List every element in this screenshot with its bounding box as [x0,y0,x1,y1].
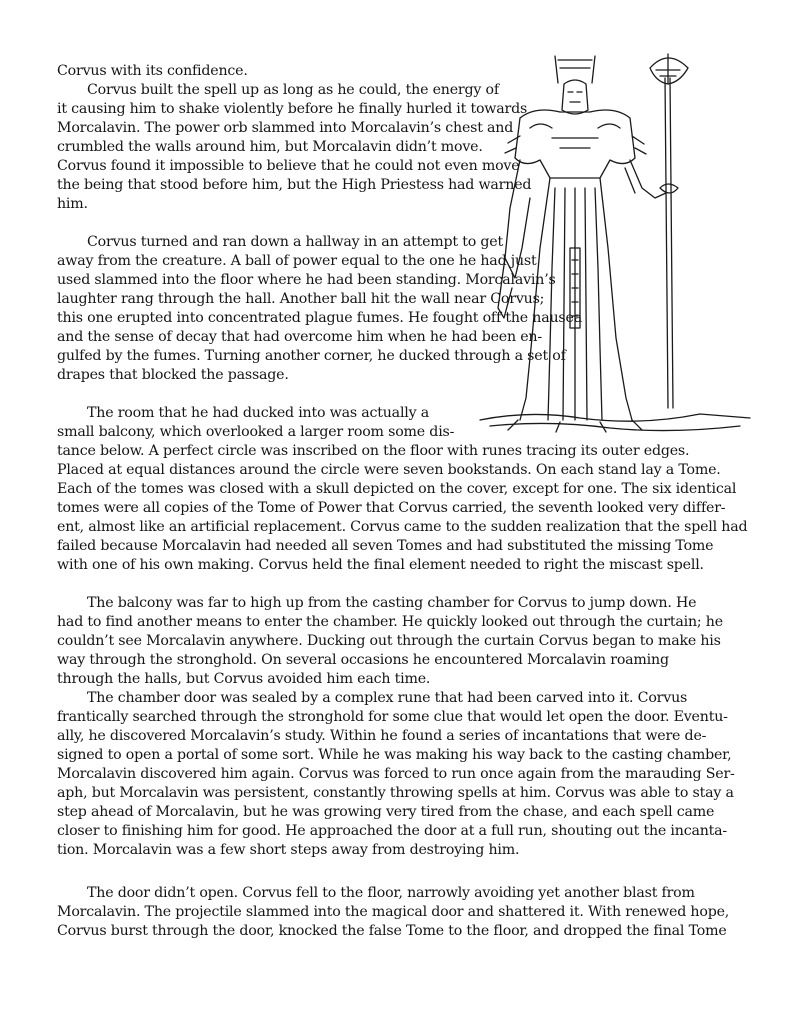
text-line: had to find another means to enter the chamber. He quickly looked out through the curtain; he [57,614,723,630]
text-line: the being that stood before him, but the High Priestess had warned [57,177,532,193]
text-line: failed because Morcalavin had needed all seven Tomes and had substituted the missing Tome [57,538,714,554]
text-line: laughter rang through the hall. Another ball hit the wall near Corvus; [57,291,545,307]
text-line: The door didn’t open. Corvus fell to the floor, narrowly avoiding yet another blast from [87,885,695,901]
text-line: The room that he had ducked into was actually a [87,405,430,421]
text-line: Corvus turned and ran down a hallway in an attempt to get [87,234,503,250]
text-line: Corvus burst through the door, knocked the false Tome to the floor, and dropped the final Tome [57,923,727,939]
text-line: Placed at equal distances around the circle were seven bookstands. On each stand lay a Tome. [57,462,721,478]
text-line: Morcalavin. The power orb slammed into Morcalavin’s chest and [57,120,514,136]
text-line: closer to finishing him for good. He approached the door at a full run, shouting out the incanta- [57,823,727,839]
text-line: ent, almost like an artificial replacement. Corvus came to the sudden realization that the spell had [57,519,748,535]
text-line: way through the stronghold. On several occasions he encountered Morcalavin roaming [57,652,669,668]
text-line: and the sense of decay that had overcome him when he had been en- [57,329,542,345]
text-line: this one erupted into concentrated plague fumes. He fought off the nausea [57,310,582,326]
text-line: it causing him to shake violently before he finally hurled it towards [57,101,528,117]
text-line: crumbled the walls around him, but Morcalavin didn’t move. [57,139,483,155]
text-line: frantically searched through the stronghold for some clue that would let open the door. Eventu- [57,709,728,725]
text-line: through the halls, but Corvus avoided him each time. [57,671,431,687]
text-line: with one of his own making. Corvus held the final element needed to right the miscast spell. [57,557,704,573]
text-line: Morcalavin discovered him again. Corvus was forced to run once again from the marauding Ser- [57,766,735,782]
text-line: tance below. A perfect circle was inscribed on the floor with runes tracing its outer edges. [57,443,690,459]
text-line: drapes that blocked the passage. [57,367,289,383]
text-line: couldn’t see Morcalavin anywhere. Ducking out through the curtain Corvus began to make his [57,633,721,649]
text-line: Corvus found it impossible to believe that he could not even move [57,158,520,174]
text-line: gulfed by the fumes. Turning another corner, he ducked through a set of [57,348,566,364]
text-line: signed to open a portal of some sort. While he was making his way back to the casting chamber, [57,747,732,763]
text-line: small balcony, which overlooked a larger room some dis- [57,424,455,440]
text-line: Morcalavin. The projectile slammed into the magical door and shattered it. With renewed hope, [57,904,730,920]
text-line: aph, but Morcalavin was persistent, constantly throwing spells at him. Corvus was able to stay a [57,785,734,801]
text-line: The balcony was far to high up from the casting chamber for Corvus to jump down. He [87,595,697,611]
text-line: ally, he discovered Morcalavin’s study. Within he found a series of incantations that were de- [57,728,707,744]
text-line: tomes were all copies of the Tome of Power that Corvus carried, the seventh looked very differ- [57,500,726,516]
text-line: Corvus with its confidence. [57,63,248,79]
text-line: The chamber door was sealed by a complex rune that had been carved into it. Corvus [87,690,688,706]
text-line: tion. Morcalavin was a few short steps away from destroying him. [57,842,520,858]
text-line: Corvus built the spell up as long as he could, the energy of [87,82,499,98]
text-line: Each of the tomes was closed with a skull depicted on the cover, except for one. The six identical [57,481,737,497]
text-line: step ahead of Morcalavin, but he was growing very tired from the chase, and each spell came [57,804,715,820]
text-line: away from the creature. A ball of power equal to the one he had just [57,253,537,269]
text-line: him. [57,196,88,212]
text-line: used slammed into the floor where he had been standing. Morcalavin’s [57,272,556,288]
